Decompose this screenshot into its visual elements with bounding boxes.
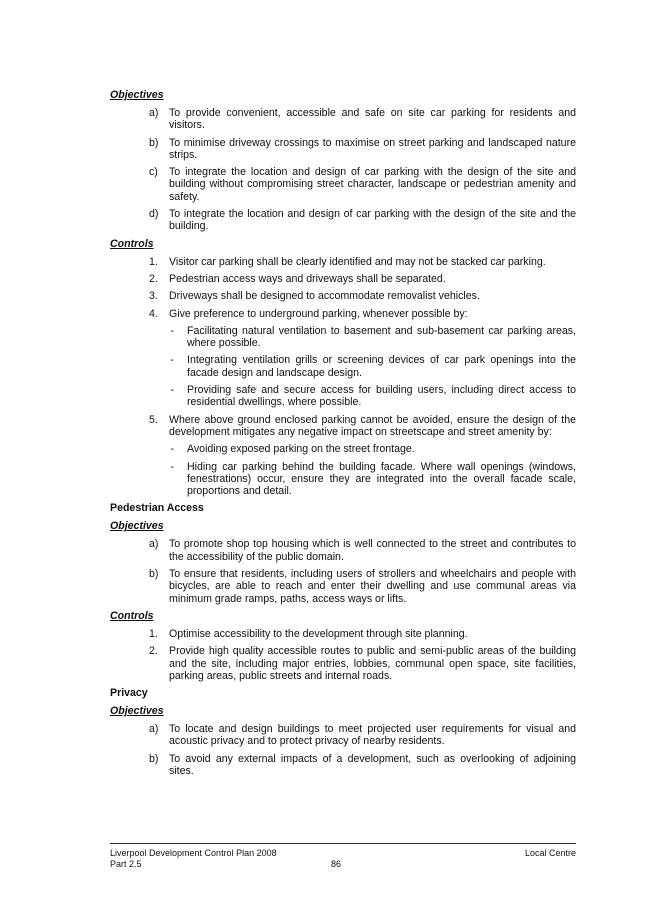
list-item <box>110 256 576 268</box>
list-marker: a) <box>149 723 159 736</box>
sub-list-item <box>110 325 576 350</box>
footer-part-label: Part 2.5 <box>110 859 142 869</box>
dash-marker: - <box>170 354 174 367</box>
list-marker: b) <box>149 136 159 149</box>
list-marker: c) <box>149 166 158 179</box>
dash-marker: - <box>170 384 174 397</box>
list-marker: b) <box>149 568 159 581</box>
list-item-text: To integrate the location and design of car parking with the design of the site and the building. <box>169 208 576 233</box>
list-item <box>110 273 576 285</box>
sub-list-item-text: Integrating ventilation grills or screening devices of car park openings into the facade design and landscape design. <box>187 354 576 379</box>
list-item <box>110 166 576 203</box>
list-item-text: Give preference to underground parking, whenever possible by: <box>169 307 468 320</box>
dash-marker: - <box>170 443 174 456</box>
list-item <box>110 414 576 439</box>
list-item <box>110 538 576 563</box>
list-marker: 5. <box>149 413 158 426</box>
list-item-text: Pedestrian access ways and driveways shall be separated. <box>169 272 446 285</box>
sub-list-item <box>110 461 576 498</box>
list-item-text: Provide high quality accessible routes to public and semi-public areas of the building and the site, including major entries, lobbies, communal open space, site facilities, parking areas, public streets and internal roads. <box>169 645 576 682</box>
list-marker: d) <box>149 208 159 221</box>
list-marker: a) <box>149 538 159 551</box>
list-item-text: To locate and design buildings to meet projected user requirements for visual and acoustic privacy and to protect privacy of nearby residents. <box>169 723 576 748</box>
list-item-text: Where above ground enclosed parking cannot be avoided, ensure the design of the development mitigates any negative impact on streetscape and street amenity by: <box>169 413 576 438</box>
list-item-text: To promote shop top housing which is well connected to the street and contributes to the accessibility of the public domain. <box>169 538 576 563</box>
sub-list-item-text: Avoiding exposed parking on the street frontage. <box>187 443 415 456</box>
sub-list-item-text: Providing safe and secure access for building users, including direct access to residential dwellings, where possible. <box>187 384 576 409</box>
list-item-text: To integrate the location and design of car parking with the design of the site and building without compromising street character, landscape or pedestrian amenity and safety. <box>169 166 576 203</box>
sub-list-item <box>110 443 576 455</box>
list-item <box>110 137 576 162</box>
list-marker: 2. <box>149 272 158 285</box>
list-item-text: Visitor car parking shall be clearly identified and may not be stacked car parking. <box>169 255 546 268</box>
list-item <box>110 568 576 605</box>
list-marker: 3. <box>149 290 158 303</box>
list-marker: 1. <box>149 255 158 268</box>
dash-marker: - <box>170 460 174 473</box>
sub-list-item <box>110 354 576 379</box>
list-marker: 2. <box>149 645 158 658</box>
sub-list-item-text: Facilitating natural ventilation to basement and sub-basement car parking areas, where possible. <box>187 324 576 350</box>
sub-list-item-text: Hiding car parking behind the building facade. Where wall openings (windows, fenestrations) occur, ensure they are integrated into the overall facade scale, proportions and detail. <box>187 460 576 498</box>
list-item <box>110 628 576 640</box>
subheading: Objectives <box>110 520 164 533</box>
list-item-text: Driveways shall be designed to accommodate removalist vehicles. <box>169 290 480 303</box>
list-item <box>110 107 576 132</box>
list-marker: a) <box>149 107 159 119</box>
subheading: Objectives <box>110 705 164 718</box>
list-item <box>110 723 576 748</box>
list-marker: 4. <box>149 307 158 320</box>
section-heading: Privacy <box>110 687 148 700</box>
subheading: Controls <box>110 609 154 622</box>
list-item-text: To provide convenient, accessible and safe on site car parking for residents and visitors. <box>169 107 576 132</box>
list-marker: 1. <box>149 627 158 640</box>
footer-document-title: Liverpool Development Control Plan 2008 <box>110 848 277 858</box>
list-item <box>110 308 576 320</box>
list-item <box>110 645 576 682</box>
list-item <box>110 753 576 778</box>
subheading: Objectives <box>110 89 164 101</box>
document-body <box>110 89 576 782</box>
sub-list-item <box>110 384 576 409</box>
footer-section-name: Local Centre <box>524 848 576 858</box>
page-footer <box>110 843 576 870</box>
list-marker: b) <box>149 752 159 765</box>
list-item-text: To ensure that residents, including users of strollers and wheelchairs and people with bicycles, are able to reach and enter their dwelling and use communal areas via minimum grade ramps, paths, access ways or lifts. <box>169 568 576 605</box>
list-item <box>110 290 576 302</box>
list-item-text: To minimise driveway crossings to maximise on street parking and landscaped nature strips. <box>169 136 576 161</box>
section-heading: Pedestrian Access <box>110 502 204 515</box>
subheading: Controls <box>110 237 154 250</box>
list-item <box>110 208 576 233</box>
list-item-text: Optimise accessibility to the development through site planning. <box>169 627 468 640</box>
page-number: 86 <box>331 859 342 869</box>
list-item-text: To avoid any external impacts of a development, such as overlooking of adjoining sites. <box>169 752 576 777</box>
dash-marker: - <box>170 324 174 337</box>
